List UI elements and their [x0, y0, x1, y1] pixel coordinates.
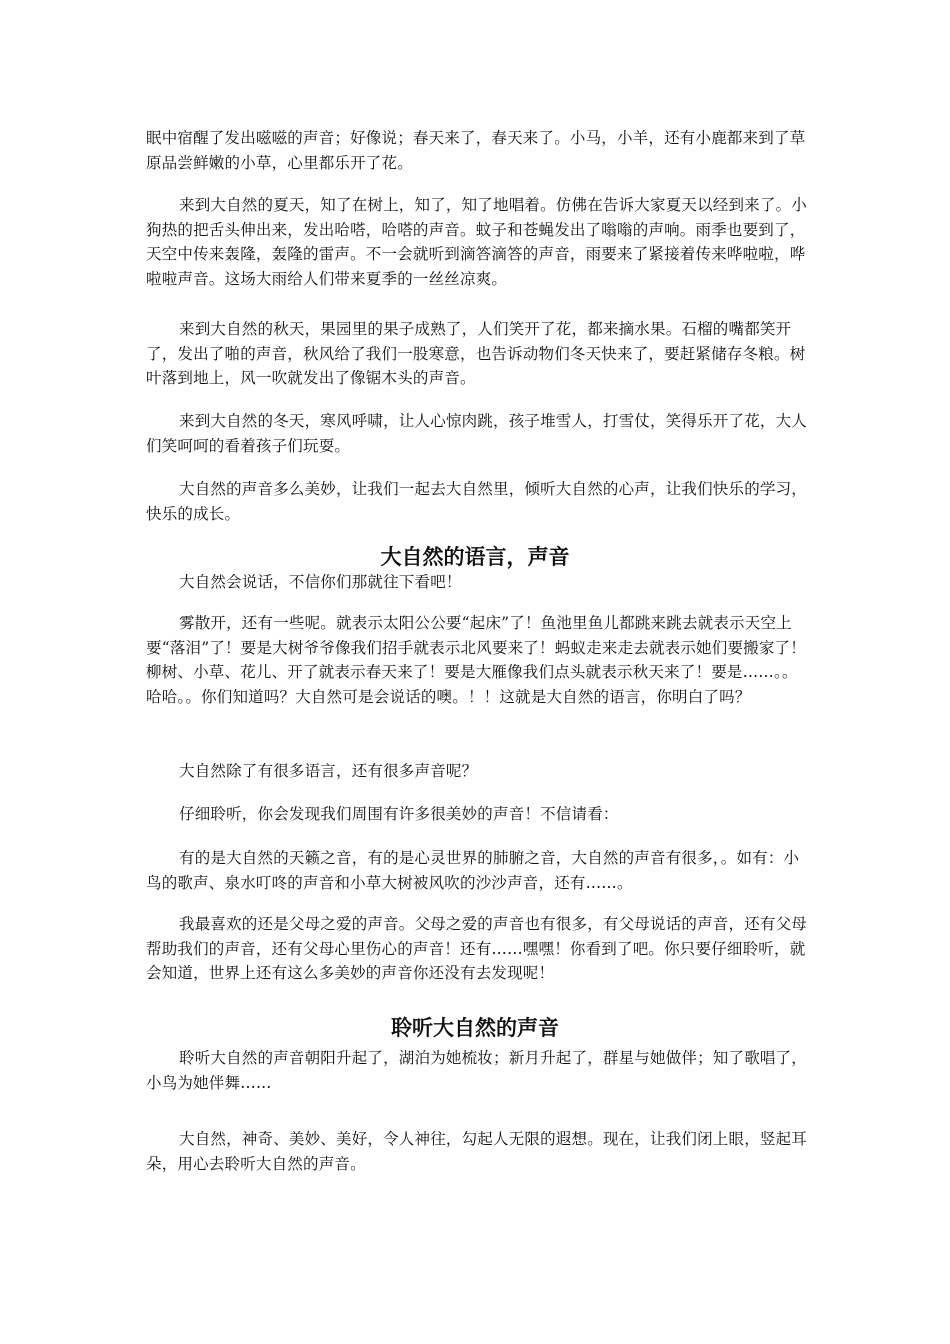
paragraph-autumn: 来到大自然的秋天，果园里的果子成熟了，人们笑开了花，都来摘水果。石榴的嘴都笑开了，发出了啪的声音，秋风给了我们一股寒意，也告诉动物们冬天快来了，要赶紧储存冬粮。树叶落到地上，风一吹就发出了像锯木头的声音。	[146, 320, 806, 388]
paragraph-many-sounds: 大自然除了有很多语言，还有很多声音呢？	[179, 762, 478, 780]
paragraph-listen-carefully: 仔细聆听，你会发现我们周围有许多很美妙的声音！不信请看：	[179, 805, 619, 823]
paragraph-winter: 来到大自然的冬天，寒风呼啸，让人心惊肉跳，孩子堆雪人，打雪仗，笑得乐开了花，大人们笑呵呵的看着孩子们玩耍。	[146, 412, 808, 455]
paragraph-sunrise: 聆听大自然的声音朝阳升起了，湖泊为她梳妆；新月升起了，群星与她做伴；知了歌唱了，小鸟为她伴舞……	[146, 1049, 808, 1092]
paragraph-spring: 眠中宿醒了发出嗞嗞的声音；好像说；春天来了，春天来了。小马，小羊，还有小鹿都来到了草原品尝鲜嫩的小草，心里都乐开了花。	[146, 129, 806, 172]
section-title-language: 大自然的语言，声音	[380, 545, 570, 569]
paragraph-sounds-list: 有的是大自然的天籁之音，有的是心灵世界的肺腑之音，大自然的声音有很多，。如有：小鸟的歌声、泉水叮咚的声音和小草大树被风吹的沙沙声音，还有……。	[146, 849, 800, 892]
section-title-listen: 聆听大自然的声音	[391, 1016, 559, 1040]
paragraph-intro: 大自然会说话，不信你们那就往下看吧！	[179, 573, 462, 591]
paragraph-language-examples: 雾散开，还有一些呢。就表示太阳公公要“起床”了！鱼池里鱼儿都跳来跳去就表示天空上要“落泪”了！要是大树爷爷像我们招手就表示北风要来了！蚂蚁走来走去就表示她们要搬家了！柳树、小草、花儿、开了就表示春天来了！要是大雁像我们点头就表示秋天来了！要是……。。哈哈。。你们知道吗？大自然可是会说话的噢。！！这就是大自然的语言，你明白了吗？	[146, 614, 806, 706]
paragraph-close-eyes: 大自然，神奇、美妙、美好，令人神往，勾起人无限的遐想。现在，让我们闭上眼，竖起耳朵，用心去聆听大自然的声音。	[146, 1130, 808, 1173]
paragraph-conclusion: 大自然的声音多么美妙，让我们一起去大自然里，倾听大自然的心声，让我们快乐的学习，快乐的成长。	[146, 480, 808, 523]
paragraph-summer: 来到大自然的夏天，知了在树上，知了，知了地唱着。仿佛在告诉大家夏天以经到来了。小狗热的把舌头伸出来，发出哈嗒，哈嗒的声音。蚊子和苍蝇发出了嗡嗡的声响。雨季也要到了，天空中传来轰隆，轰隆的雷声。不一会就听到滴答滴答的声音，雨要来了紧接着传来哗啦啦，哗啦啦声音。这场大雨给人们带来夏季的一丝丝凉爽。	[146, 196, 808, 288]
paragraph-parents-love: 我最喜欢的还是父母之爱的声音。父母之爱的声音也有很多，有父母说话的声音，还有父母帮助我们的声音，还有父母心里伤心的声音！还有……嘿嘿！你看到了吧。你只要仔细聆听，就会知道，世界上还有这么多美妙的声音你还没有去发现呢！	[146, 915, 808, 983]
